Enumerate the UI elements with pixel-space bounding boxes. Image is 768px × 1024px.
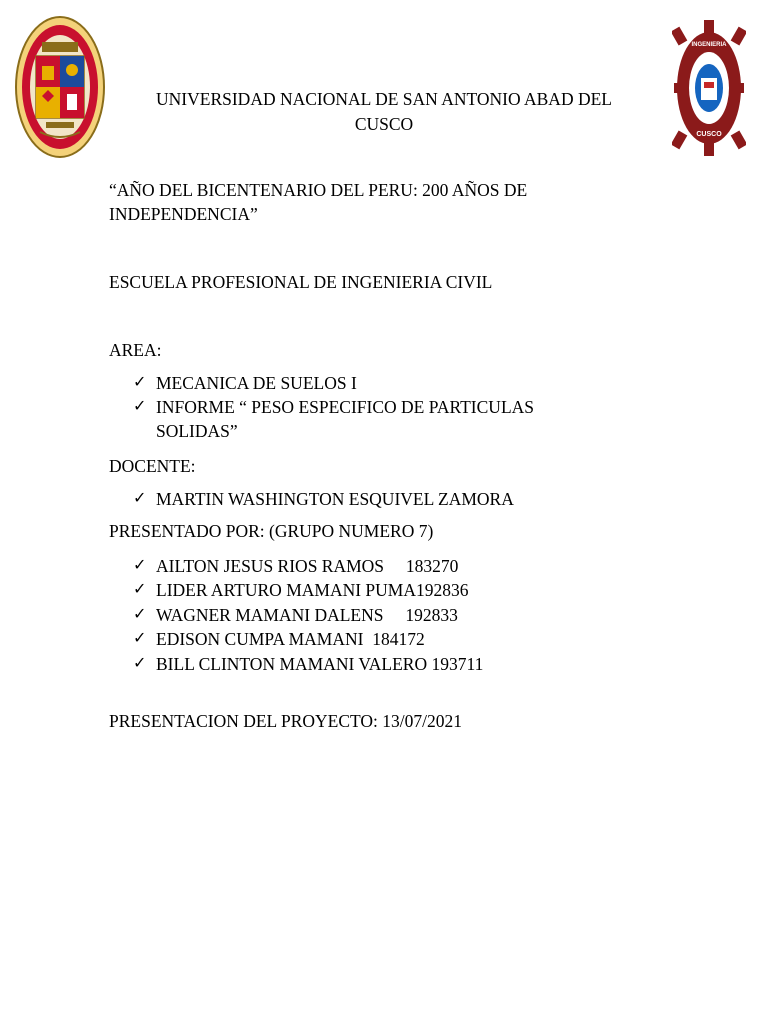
university-title-line1: UNIVERSIDAD NACIONAL DE SAN ANTONIO ABAD DEL [156, 89, 612, 109]
university-title-line2: CUSCO [354, 114, 414, 134]
presentado-label: PRESENTADO POR: (GRUPO NUMERO 7) [109, 521, 434, 541]
presentation-date: PRESENTACION DEL PROYECTO: 13/07/2021 [109, 711, 462, 731]
year-motto-line2: INDEPENDENCIA” [109, 204, 258, 224]
member-4: EDISON CUMPA MAMANI 184172 [156, 629, 425, 649]
member-1: AILTON JESUS RIOS RAMOS 183270 [156, 556, 459, 576]
check-icon: ✓ [133, 557, 147, 574]
check-icon: ✓ [133, 490, 147, 507]
ingenieria-civil-cusco-gear-icon [672, 12, 746, 164]
member-3: WAGNER MAMANI DALENS 192833 [156, 605, 458, 625]
area-label: AREA: [109, 340, 162, 360]
year-motto-line1: “AÑO DEL BICENTENARIO DEL PERU: 200 AÑOS DE [109, 180, 528, 200]
member-2: LIDER ARTURO MAMANI PUMA192836 [156, 580, 469, 600]
school-name: ESCUELA PROFESIONAL DE INGENIERIA CIVIL [109, 272, 493, 292]
docente-label: DOCENTE: [109, 456, 196, 476]
university-seal-icon [12, 12, 108, 162]
docente-name: MARTIN WASHINGTON ESQUIVEL ZAMORA [156, 489, 514, 509]
check-icon: ✓ [133, 581, 147, 598]
check-icon: ✓ [133, 398, 147, 415]
svg-text:CUSCO: CUSCO [696, 131, 722, 138]
check-icon: ✓ [133, 374, 147, 391]
svg-text:INGENIERIA: INGENIERIA [691, 42, 727, 48]
check-icon: ✓ [133, 630, 147, 647]
area-item-1: MECANICA DE SUELOS I [156, 373, 357, 393]
member-5: BILL CLINTON MAMANI VALERO 193711 [156, 654, 484, 674]
check-icon: ✓ [133, 606, 147, 623]
area-item-2: INFORME “ PESO ESPECIFICO DE PARTICULAS [156, 397, 535, 417]
area-item-2-continuation: SOLIDAS” [156, 421, 238, 441]
check-icon: ✓ [133, 655, 147, 672]
